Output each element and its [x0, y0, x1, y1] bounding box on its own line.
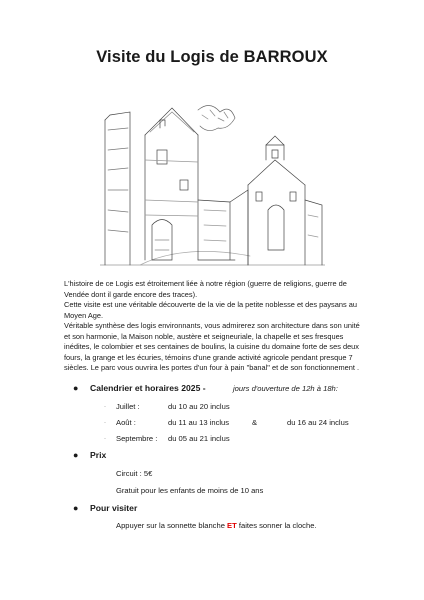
month-label: Août : — [116, 418, 136, 427]
month-dates-extra: du 16 au 24 inclus — [287, 418, 349, 427]
prix-title: Prix — [90, 450, 107, 460]
visiter-text-before: Appuyer sur la sonnette blanche — [116, 521, 228, 530]
dot-marker-icon: · — [104, 420, 106, 426]
bullet-icon: ● — [73, 503, 79, 513]
visiter-title: Pour visiter — [90, 503, 138, 513]
intro-text — [64, 279, 364, 374]
month-dates: du 05 au 21 inclus — [168, 434, 230, 443]
month-dates: du 11 au 13 inclus — [168, 418, 230, 427]
dot-marker-icon: · — [104, 436, 106, 442]
intro-paragraph-2: Cette visite est une véritable découverte de la vie de la petite noblesse et des paysans au Moyen Age. — [64, 300, 357, 320]
visiter-instructions — [116, 521, 317, 530]
logis-sketch — [100, 90, 325, 270]
visiter-text-et: ET — [227, 521, 237, 530]
calendar-note: jours d'ouverture de 12h à 18h: — [233, 384, 338, 393]
dot-marker-icon: · — [104, 404, 106, 410]
prix-circuit: Circuit : 5€ — [116, 469, 153, 478]
bullet-icon: ● — [73, 383, 79, 393]
bullet-icon: ● — [73, 450, 79, 460]
ampersand: & — [252, 418, 258, 427]
visiter-text-after: faites sonner la cloche. — [236, 521, 317, 530]
intro-paragraph-3: Véritable synthèse des logis environnants, vous admirerez son architecture dans son unité et son harmonie, la Maison noble, austère et seigneuriale, la chapelle et ses fresques inédites, le colombier et ses centaines de boulins, la cuisine du domaine forte de ses deux fours, la grange et les écuries, témoins d'une grande activité agricole pendant presque 7 siècles. Le parc vous ouvrira les portes d'un four à pain "banal" et de son fonctionnement . — [64, 321, 360, 372]
month-dates: du 10 au 20 inclus — [168, 402, 230, 411]
prix-free: Gratuit pour les enfants de moins de 10 ans — [116, 486, 264, 495]
calendar-title: Calendrier et horaires 2025 - — [90, 383, 206, 393]
month-label: Juillet : — [116, 402, 140, 411]
page-title: Visite du Logis de BARROUX — [96, 48, 328, 66]
intro-paragraph-1: L'histoire de ce Logis est étroitement liée à notre région (guerre de religions, guerre de Vendée dont il garde encore des traces). — [64, 279, 347, 299]
month-label: Septembre : — [116, 434, 158, 443]
